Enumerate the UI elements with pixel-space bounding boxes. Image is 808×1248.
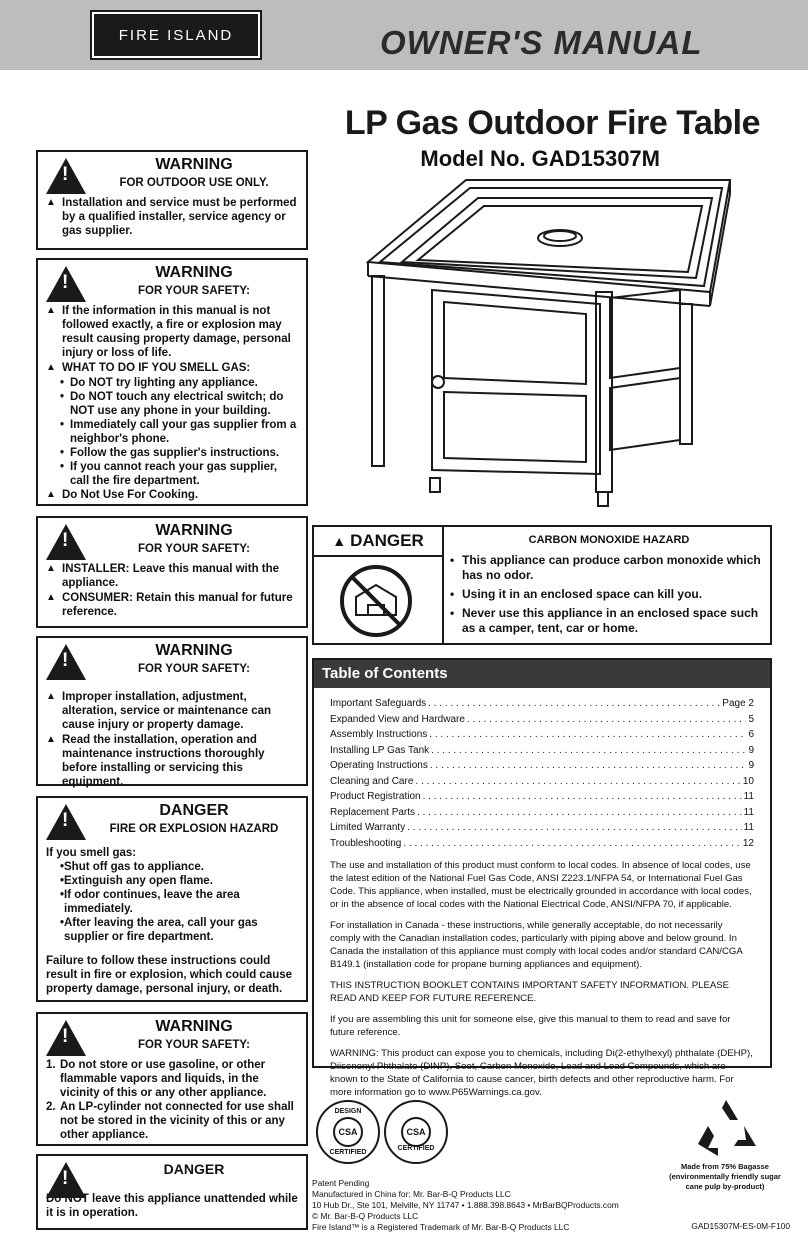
- warning-line: ▲ INSTALLER: Leave this manual with the appliance.: [46, 563, 280, 589]
- danger-label: ▲ DANGER: [314, 527, 444, 557]
- toc-body: [314, 851, 770, 1099]
- warning-line: ▲ Installation and service must be performed by a qualified installer, service agency or gas supplier.: [46, 197, 297, 237]
- warning-small-icon: ▲: [46, 305, 56, 316]
- warning-subtitle: FOR YOUR SAFETY:: [137, 1039, 251, 1051]
- warning-triangle-icon: [46, 644, 86, 680]
- body-paragraph: THIS INSTRUCTION BOOKLET CONTAINS IMPORTANT SAFETY INFORMATION. PLEASE READ AND KEEP FOR FUTURE REFERENCE.: [330, 980, 730, 1004]
- brand-logo: [92, 12, 260, 58]
- danger-item: • Never use this appliance in an enclosed space such as a camper, tent, car or home.: [450, 606, 768, 636]
- warning-triangle-icon: [46, 1162, 86, 1198]
- toc-item[interactable]: Limited Warranty . . . 11: [330, 820, 754, 836]
- warning-line: ▲ If the information in this manual is not followed exactly, a fire or explosion may result causing property damage, personal injury or loss of life.: [46, 305, 291, 359]
- bullet-item: • Do NOT try lighting any appliance.: [46, 376, 298, 390]
- numbered-item: 2. An LP-cylinder not connected for use shall not be stored in the vicinity of this or any other appliance.: [46, 1101, 294, 1141]
- body-paragraph: If you are assembling this unit for someone else, give this manual to them to read and save for future reference.: [330, 1014, 731, 1038]
- page-title: LP Gas Outdoor Fire Table: [344, 104, 760, 142]
- body-paragraph: For installation in Canada - these instructions, while generally acceptable, do not necessarily comply with the Canadian installation codes, particularly with piping above and below ground. In Canada the installation of this appliance must comply with local codes and/or standard CAN/CGA B149.1 (installation code for propane burning appliances and equipment).: [330, 920, 743, 970]
- bullet-item: • If you cannot reach your gas supplier, call the fire department.: [46, 460, 298, 488]
- warning-line: ▲ CONSUMER: Retain this manual for future reference.: [46, 592, 293, 618]
- warning-small-icon: ▲: [46, 563, 56, 574]
- toc-list: [314, 688, 770, 851]
- prop65-warning: WARNING: This product can expose you to chemicals, including Di(2-ethylhexyl) phthalate (DEHP), Diisononyl Phthalate (DINP), Soot, Carbon Monoxide, Lead and Lead Compounds, which are known to the State of California to cause cancer, birth defects and other reproductive harm. For more information go to www.P65Warnings.ca.gov.: [330, 1048, 753, 1098]
- footer-info: Patent Pending Manufactured in China for: Mr. Bar-B-Q Products LLC 10 Hub Dr., Ste 101, Melville, NY 11747 • 1.888.398.8643 • MrBarBQProducts.com © Mr. Bar-B-Q Products LLC Fire Island™ is a Registered Trademark of Mr. Bar-B-Q Products LLC: [312, 1178, 619, 1232]
- warning-triangle-icon: [46, 804, 86, 840]
- warning-small-icon: ▲: [46, 592, 56, 603]
- bullet-item: • After leaving the area, call your gas supplier or fire department.: [46, 916, 298, 944]
- warning-triangle-icon: [46, 158, 86, 194]
- danger-footer: Failure to follow these instructions could result in fire or explosion, which could cause property damage, personal injury, or death.: [46, 955, 293, 995]
- warning-subtitle: FOR YOUR SAFETY:: [137, 543, 251, 555]
- toc-item[interactable]: Replacement Parts . . . 11: [330, 805, 754, 821]
- danger-text: Do NOT leave this appliance unattended while it is in operation.: [46, 1193, 298, 1219]
- body-paragraph: The use and installation of this product must conform to local codes. In absence of local codes, use the latest edition of the National Fuel Gas Code, ANSI Z223.1/NFPA 54, or International Fuel Gas Code. This appliance, when installed, must be electrically grounded in accordance with local codes, or in the absence of local codes with the National Electrical Code, ANSI/NFPA 70, if applicable.: [330, 860, 752, 910]
- numbered-item: 1. Do not store or use gasoline, or other flammable vapors and liquids, in the vicinity of this or any other appliance.: [46, 1059, 267, 1099]
- warning-title: WARNING: [155, 522, 233, 539]
- warning-line: ▲ Improper installation, adjustment, alteration, service or maintenance can cause injury or property damage.: [46, 691, 272, 731]
- table-of-contents: [312, 658, 772, 1098]
- design-certified-seal: DESIGN CSA CERTIFIED: [316, 1100, 380, 1164]
- warning-triangle-icon: [46, 1020, 86, 1056]
- danger-intro: If you smell gas:: [46, 847, 137, 859]
- warning-small-icon: ▲: [46, 362, 56, 373]
- fire-table-illustration: [360, 178, 740, 508]
- toc-item[interactable]: Operating Instructions . . . 9: [330, 758, 754, 774]
- warning-title: WARNING: [155, 1018, 233, 1035]
- model-number: Model No. GAD15307M: [420, 146, 660, 171]
- bullet-item: • Follow the gas supplier's instructions.: [46, 446, 298, 460]
- bullet-item: • Shut off gas to appliance.: [46, 860, 298, 874]
- warning-title: WARNING: [155, 642, 233, 659]
- danger-title: DANGER: [163, 1161, 225, 1177]
- danger-heading: CARBON MONOXIDE HAZARD: [528, 534, 690, 546]
- danger-item: • Using it in an enclosed space can kill you.: [450, 587, 768, 602]
- recycle-note: Made from 75% Bagasse (environmentally friendly sugar cane pulp by-product): [669, 1162, 781, 1191]
- logo-text: FIRE ISLAND: [118, 26, 234, 44]
- warning-subtitle: FOR YOUR SAFETY:: [137, 663, 251, 675]
- danger-triangle-icon: ▲: [332, 533, 347, 549]
- toc-item[interactable]: Troubleshooting . . . 12: [330, 836, 754, 852]
- warning-small-icon: ▲: [46, 489, 56, 500]
- warning-small-icon: ▲: [46, 197, 56, 208]
- warning-box-improper: [36, 636, 308, 786]
- toc-item[interactable]: Cleaning and Care . . . 10: [330, 774, 754, 790]
- warning-triangle-icon: [46, 266, 86, 302]
- danger-item: • This appliance can produce carbon monoxide which has no odor.: [450, 553, 768, 583]
- warning-line: ▲ WHAT TO DO IF YOU SMELL GAS:: [46, 362, 251, 374]
- bullet-item: • If odor continues, leave the area immediately.: [46, 888, 298, 916]
- warning-line: ▲ Read the installation, operation and maintenance instructions thoroughly before installing or servicing this equipment.: [46, 734, 265, 788]
- warning-box-outdoor: [36, 150, 308, 250]
- warning-title: WARNING: [155, 264, 233, 281]
- bullet-item: • Extinguish any open flame.: [46, 874, 298, 888]
- warning-triangle-icon: [46, 524, 86, 560]
- csa-mark-icon: CSA: [333, 1117, 363, 1147]
- toc-item[interactable]: Installing LP Gas Tank . . . 9: [330, 743, 754, 759]
- warning-box-gasoline: [36, 1012, 308, 1146]
- document-code: GAD15307M-ES-0M-F100: [691, 1221, 790, 1231]
- recycle-icon: [694, 1098, 758, 1158]
- warning-subtitle: FOR OUTDOOR USE ONLY.: [119, 177, 269, 189]
- certified-seal: CSA CERTIFIED: [384, 1100, 448, 1164]
- warning-box-installer: [36, 516, 308, 628]
- danger-subtitle: FIRE OR EXPLOSION HAZARD: [109, 823, 279, 835]
- warning-box-safety: [36, 258, 308, 506]
- carbon-monoxide-danger: [312, 525, 772, 645]
- manual-title: OWNER'S MANUAL: [380, 24, 703, 61]
- bullet-item: • Do NOT touch any electrical switch; do NOT use any phone in your building.: [46, 390, 298, 418]
- warning-title: WARNING: [155, 156, 233, 173]
- toc-title: Table of Contents: [314, 660, 770, 688]
- danger-box-fire: [36, 796, 308, 1002]
- no-enclosed-space-icon: [314, 557, 444, 643]
- toc-item[interactable]: Assembly Instructions . . . 6: [330, 727, 754, 743]
- danger-box-unattended: [36, 1154, 308, 1230]
- warning-small-icon: ▲: [46, 691, 56, 702]
- warning-small-icon: ▲: [46, 734, 56, 745]
- toc-item[interactable]: Expanded View and Hardware . . . 5: [330, 712, 754, 728]
- danger-title: DANGER: [159, 802, 229, 819]
- toc-item[interactable]: Product Registration . . . 11: [330, 789, 754, 805]
- toc-item[interactable]: Important Safeguards . . . Page 2: [330, 696, 754, 712]
- warning-subtitle: FOR YOUR SAFETY:: [137, 285, 251, 297]
- csa-mark-icon: CSA: [401, 1117, 431, 1147]
- danger-content: [450, 533, 768, 640]
- warning-line: ▲ Do Not Use For Cooking.: [46, 489, 199, 501]
- bullet-item: • Immediately call your gas supplier from a neighbor's phone.: [46, 418, 298, 446]
